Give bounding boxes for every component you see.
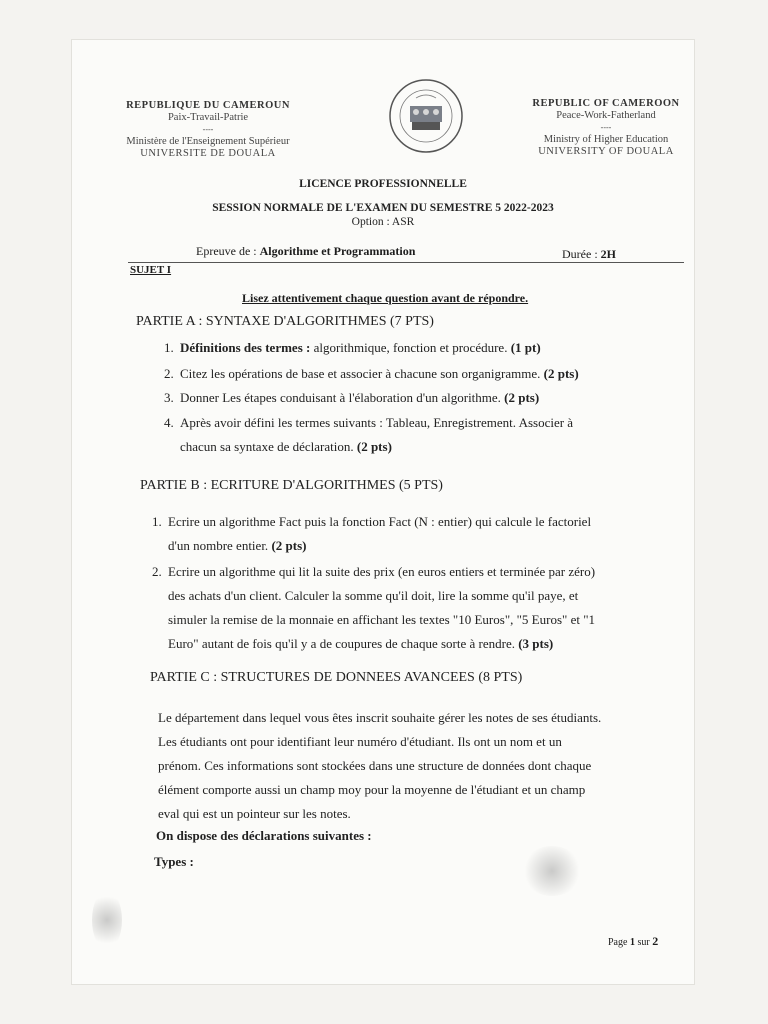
ministry-fr: Ministère de l'Enseignement Supérieur <box>126 136 290 147</box>
separator-en: ---- <box>600 123 612 132</box>
subject-line <box>196 244 415 259</box>
part-b-q2: 2. Ecrire un algorithme qui lit la suite des prix (en euros entiers et terminée par zéro) des achats d'un client. Calculer la somme qu'il doit, lire la somme qu'il paye, et simuler la remise de la monnaie en affichant les textes "10 Euros", "5 Euros" et "1 Euro" autant de fois qu'il y a de coupures de chaque sorte à rendre. (3 pts) <box>152 564 596 651</box>
separator-fr: ---- <box>202 125 214 134</box>
header-left <box>108 100 308 160</box>
motto-fr: Paix-Travail-Patrie <box>167 112 249 123</box>
header-rule <box>128 262 684 263</box>
option-title: Option : ASR <box>351 216 415 228</box>
part-c-title: PARTIE C : STRUCTURES DE DONNEES AVANCEES (8 PTS) <box>150 670 523 685</box>
part-a-title: PARTIE A : SYNTAXE D'ALGORITHMES (7 PTS) <box>136 314 434 329</box>
part-b-q1: 1. Ecrire un algorithme Fact puis la fonction Fact (N : entier) qui calcule le factoriel d'un nombre entier. (2 pts) <box>152 514 592 553</box>
page-number: Page 1 sur 2 <box>608 934 659 948</box>
part-a-q4: 4. Après avoir défini les termes suivants : Tableau, Enregistrement. Associer à chacun sa syntaxe de déclaration. (2 pts) <box>164 415 574 454</box>
types-heading: Types : <box>154 854 194 869</box>
part-b-title: PARTIE B : ECRITURE D'ALGORITHMES (5 PTS) <box>140 478 443 493</box>
ink-smudge <box>92 890 122 950</box>
motto-en: Peace-Work-Fatherland <box>556 110 656 121</box>
part-a-q3: 3. Donner Les étapes conduisant à l'élaboration d'un algorithme. (2 pts) <box>164 390 540 405</box>
exam-page <box>72 40 694 984</box>
part-a-q1: 1. Définitions des termes : algorithmique, fonction et procédure. (1 pt) <box>164 340 541 355</box>
ministry-en: Ministry of Higher Education <box>543 134 669 145</box>
session-title: SESSION NORMALE DE L'EXAMEN DU SEMESTRE 5 2022-2023 <box>212 202 554 214</box>
header-right <box>506 98 694 158</box>
instruction: Lisez attentivement chaque question avant de répondre. <box>242 291 529 305</box>
duration-value: 2H <box>600 247 616 261</box>
university-seal-icon <box>386 76 466 156</box>
country-en: REPUBLIC OF CAMEROON <box>532 98 680 109</box>
country-fr: REPUBLIQUE DU CAMEROUN <box>126 100 290 111</box>
duration <box>562 247 616 262</box>
declarations-heading: On dispose des déclarations suivantes : <box>156 828 372 843</box>
part-c-paragraph: Le département dans lequel vous êtes inscrit souhaite gérer les notes de ses étudiants. Les étudiants ont pour identifiant leur numéro d'étudiant. Ils ont un nom et un prénom. Ces informations sont stockées dans une structure de données dont chaque élément comporte aussi un champ moy pour la moyenne de l'étudiant et un champ eval qui est un pointeur sur les notes. <box>158 710 602 821</box>
subject-name: Algorithme et Programmation <box>259 244 416 258</box>
duration-label: Durée : <box>562 247 601 261</box>
university-fr: UNIVERSITE DE DOUALA <box>140 148 276 159</box>
part-a-q2: 2. Citez les opérations de base et associer à chacune son organigramme. (2 pts) <box>164 366 579 381</box>
university-en: UNIVERSITY OF DOUALA <box>538 146 674 157</box>
sujet-label: SUJET I <box>130 264 172 276</box>
subject-prefix: Epreuve de : <box>196 244 260 258</box>
degree-title: LICENCE PROFESSIONNELLE <box>299 178 467 190</box>
ink-smudge <box>522 846 582 896</box>
